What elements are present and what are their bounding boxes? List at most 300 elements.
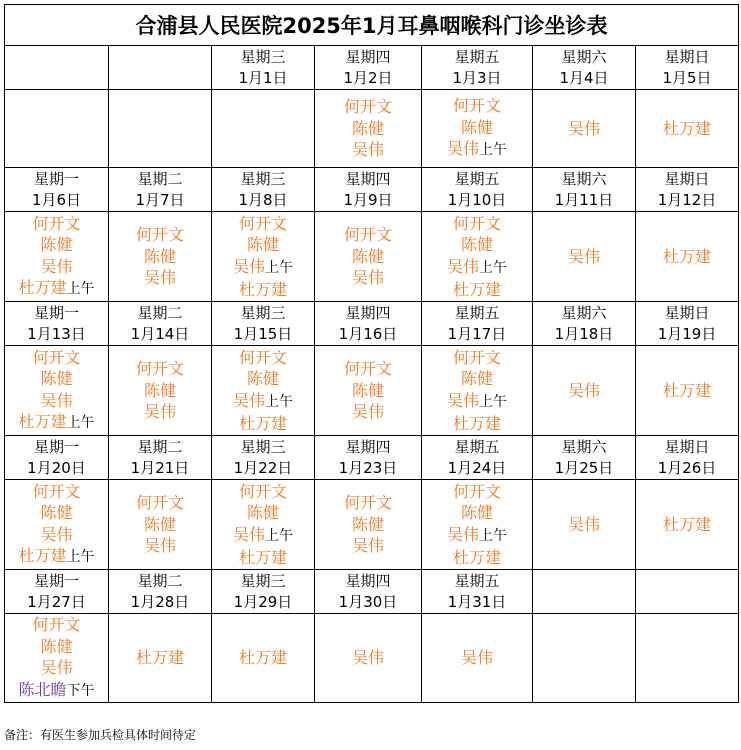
weekday-label: 星期日 (664, 169, 710, 188)
date-header-cell (636, 570, 739, 614)
doctor-cell (422, 346, 533, 436)
doctor-name: 吴伟 (567, 246, 600, 266)
weekday-label: 星期日 (664, 47, 710, 66)
doctor-entry (422, 547, 532, 569)
date-header-cell (109, 46, 212, 90)
doctor-name: 杜万建 (135, 648, 184, 668)
doctor-name: 陈健 (351, 380, 384, 400)
doctor-name: 杜万建 (663, 514, 712, 534)
doctor-name: 吴伟 (567, 380, 600, 400)
doctor-name: 陈健 (40, 503, 73, 522)
doctor-name: 杜万建 (663, 118, 712, 138)
doctor-name: 杜万建 (663, 246, 712, 266)
doctor-name: 吴伟 (446, 390, 479, 410)
doctor-entry (5, 234, 108, 256)
date-header-cell (5, 302, 109, 346)
date-header-cell (533, 570, 636, 614)
date-header-cell (422, 168, 533, 212)
doctor-name: 陈健 (143, 380, 176, 400)
doctor-name: 陈健 (246, 235, 279, 254)
doctor-entry (422, 234, 532, 256)
doctor-cell (315, 90, 422, 168)
doctor-entry (315, 358, 421, 380)
doctor-cell (5, 90, 109, 168)
session-note: 上午 (265, 259, 293, 276)
doctor-entry (636, 246, 738, 268)
weekday-label: 星期三 (240, 303, 286, 322)
doctor-name: 陈健 (40, 235, 73, 254)
doctor-cell (315, 480, 422, 570)
doctor-row (5, 212, 739, 302)
weekday-label: 星期六 (561, 303, 607, 322)
doctor-name: 吴伟 (40, 658, 73, 677)
doctor-entry (422, 368, 532, 390)
doctor-entry (315, 118, 421, 140)
weekday-label: 星期二 (137, 437, 183, 456)
doctor-entry (533, 118, 635, 140)
doctor-entry (212, 390, 314, 414)
date-header-cell (315, 168, 422, 212)
date-header-cell (5, 168, 109, 212)
doctor-entry (109, 401, 211, 423)
doctor-cell (533, 614, 636, 703)
doctor-entry (212, 481, 314, 503)
doctor-cell (5, 614, 109, 703)
doctor-entry (109, 358, 211, 380)
doctor-entry (533, 380, 635, 402)
doctor-entry (315, 139, 421, 161)
date-header-cell (636, 168, 739, 212)
doctor-name: 陈健 (460, 117, 493, 137)
doctor-name: 吴伟 (351, 268, 384, 288)
doctor-name: 吴伟 (143, 402, 176, 422)
doctor-entry (315, 246, 421, 268)
doctor-name: 吴伟 (143, 268, 176, 288)
date-header-cell (422, 46, 533, 90)
doctor-entry (315, 380, 421, 402)
doctor-cell (315, 614, 422, 703)
date-header-cell (422, 302, 533, 346)
doctor-name: 何开文 (343, 225, 392, 245)
doctor-entry (422, 256, 532, 280)
session-note: 上午 (479, 142, 507, 159)
doctor-name: 陈健 (460, 503, 493, 522)
doctor-entry (636, 514, 738, 536)
doctor-cell (109, 212, 212, 302)
doctor-name: 何开文 (343, 359, 392, 379)
doctor-name: 吴伟 (460, 648, 493, 668)
date-label: 1月3日 (452, 68, 502, 87)
weekday-label: 星期四 (345, 437, 391, 456)
doctor-entry (212, 647, 314, 669)
doctor-entry (315, 401, 421, 423)
doctor-cell (636, 614, 739, 703)
date-label: 1月29日 (233, 592, 293, 611)
doctor-entry (422, 647, 532, 669)
session-note: 上午 (66, 281, 95, 297)
date-label: 1月2日 (343, 68, 393, 87)
doctor-name: 何开文 (135, 359, 184, 379)
doctor-name: 吴伟 (143, 536, 176, 556)
date-header-cell (212, 436, 315, 480)
doctor-name: 陈健 (143, 514, 176, 534)
weekday-label: 星期四 (345, 169, 391, 188)
doctor-entry (212, 413, 314, 435)
doctor-cell (422, 480, 533, 570)
date-label: 1月6日 (31, 190, 82, 209)
doctor-cell (533, 480, 636, 570)
doctor-name: 吴伟 (567, 514, 600, 534)
weekday-label: 星期六 (561, 47, 607, 66)
doctor-entry (422, 213, 532, 235)
date-label: 1月22日 (233, 458, 293, 477)
doctor-name: 何开文 (238, 347, 287, 367)
doctor-cell (109, 614, 212, 703)
date-header-cell (533, 168, 636, 212)
doctor-name: 何开文 (32, 481, 81, 501)
doctor-cell (315, 212, 422, 302)
date-header-cell (636, 436, 739, 480)
date-label: 1月28日 (130, 592, 190, 611)
weekday-label: 星期五 (454, 169, 500, 188)
session-note: 上午 (479, 259, 507, 276)
doctor-entry (109, 535, 211, 557)
date-header-cell (315, 570, 422, 614)
doctor-name: 陈健 (246, 503, 279, 522)
doctor-entry (212, 547, 314, 569)
doctor-name: 何开文 (452, 96, 501, 116)
doctor-entry (315, 267, 421, 289)
date-label: 1月12日 (657, 190, 717, 209)
weekday-label: 星期五 (454, 571, 500, 590)
date-label: 1月14日 (130, 324, 190, 343)
date-header-cell (5, 436, 109, 480)
doctor-entry (212, 213, 314, 235)
date-header-cell (636, 302, 739, 346)
date-header-cell (422, 570, 533, 614)
weekday-label: 星期日 (664, 437, 710, 456)
doctor-name: 吴伟 (351, 140, 384, 160)
weekday-label: 星期二 (137, 303, 183, 322)
date-header-row (5, 46, 739, 90)
doctor-name: 陈健 (246, 369, 279, 388)
doctor-name: 陈健 (460, 235, 493, 254)
doctor-name: 杜万建 (238, 280, 287, 299)
date-header-row (5, 436, 739, 480)
doctor-name: 杜万建 (18, 278, 67, 297)
doctor-name: 何开文 (343, 493, 392, 513)
date-header-cell (5, 46, 109, 90)
doctor-cell (5, 212, 109, 302)
doctor-name: 杜万建 (452, 280, 501, 299)
doctor-name: 吴伟 (351, 648, 384, 668)
doctor-name: 何开文 (238, 481, 287, 501)
doctor-name: 杜万建 (452, 548, 501, 567)
doctor-cell (636, 480, 739, 570)
doctor-cell (5, 346, 109, 436)
date-label: 1月27日 (27, 592, 86, 611)
doctor-name: 陈健 (143, 246, 176, 266)
date-header-cell (315, 302, 422, 346)
doctor-cell (636, 90, 739, 168)
date-label: 1月13日 (27, 324, 86, 343)
doctor-entry (422, 95, 532, 117)
doctor-name: 何开文 (135, 493, 184, 513)
doctor-cell (533, 346, 636, 436)
doctor-name: 吴伟 (40, 256, 73, 276)
footnote: 备注：有医生参加兵检具体时间待定 (4, 728, 197, 742)
date-label: 1月17日 (447, 324, 507, 343)
doctor-entry (5, 481, 108, 503)
doctor-cell (315, 346, 422, 436)
doctor-name: 杜万建 (663, 380, 712, 400)
date-header-cell (315, 46, 422, 90)
date-header-cell (212, 570, 315, 614)
date-header-row (5, 302, 739, 346)
doctor-cell (636, 346, 739, 436)
doctor-name: 陈北瞻 (18, 679, 67, 699)
doctor-cell (109, 90, 212, 168)
date-header-cell (5, 570, 109, 614)
doctor-name: 吴伟 (446, 139, 479, 159)
doctor-name: 何开文 (32, 615, 81, 634)
date-header-cell (212, 46, 315, 90)
date-header-cell (636, 46, 739, 90)
date-header-cell (315, 436, 422, 480)
doctor-entry (212, 524, 314, 548)
doctor-row (5, 614, 739, 703)
date-label: 1月31日 (447, 592, 507, 611)
doctor-cell (212, 346, 315, 436)
doctor-entry (422, 524, 532, 548)
doctor-cell (212, 90, 315, 168)
doctor-name: 吴伟 (567, 118, 600, 138)
doctor-name: 何开文 (452, 481, 501, 501)
date-label: 1月25日 (554, 458, 614, 477)
doctor-entry (636, 118, 738, 140)
doctor-cell (422, 614, 533, 703)
doctor-row (5, 480, 739, 570)
date-header-cell (109, 168, 212, 212)
doctor-entry (5, 411, 108, 435)
weekday-label: 星期三 (240, 169, 286, 188)
doctor-name: 吴伟 (40, 524, 73, 544)
doctor-cell (422, 90, 533, 168)
doctor-entry (212, 502, 314, 524)
doctor-name: 吴伟 (446, 524, 479, 544)
date-header-cell (109, 436, 212, 480)
session-note: 上午 (265, 527, 293, 544)
doctor-entry (422, 279, 532, 301)
doctor-entry (422, 481, 532, 503)
doctor-entry (5, 636, 108, 658)
doctor-name: 吴伟 (232, 524, 265, 544)
date-label: 1月19日 (657, 324, 717, 343)
date-label: 1月18日 (554, 324, 614, 343)
date-header-cell (533, 46, 636, 90)
weekday-label: 星期五 (454, 47, 500, 66)
schedule-title: 合浦县人民医院2025年1月耳鼻咽喉科门诊坐诊表 (5, 5, 739, 46)
doctor-name: 杜万建 (238, 548, 287, 567)
date-header-cell (422, 436, 533, 480)
doctor-entry (422, 390, 532, 414)
doctor-name: 吴伟 (446, 256, 479, 276)
doctor-entry (5, 679, 108, 703)
weekday-label: 星期三 (240, 47, 286, 66)
doctor-entry (109, 224, 211, 246)
doctor-name: 何开文 (343, 97, 392, 117)
doctor-entry (315, 647, 421, 669)
schedule-sheet (4, 4, 738, 703)
date-label: 1月11日 (554, 190, 614, 209)
date-label: 1月1日 (238, 68, 288, 87)
doctor-name: 陈健 (351, 246, 384, 266)
weekday-label: 星期五 (454, 303, 500, 322)
weekday-label: 星期三 (240, 437, 286, 456)
date-label: 1月24日 (447, 458, 507, 477)
doctor-entry (109, 267, 211, 289)
doctor-cell (5, 480, 109, 570)
doctor-cell (533, 212, 636, 302)
doctor-entry (533, 514, 635, 536)
doctor-entry (5, 390, 108, 412)
doctor-entry (5, 347, 108, 369)
doctor-cell (212, 614, 315, 703)
weekday-label: 星期日 (664, 303, 710, 322)
doctor-entry (422, 413, 532, 435)
doctor-name: 何开文 (32, 347, 81, 367)
doctor-name: 何开文 (135, 225, 184, 245)
date-header-cell (212, 168, 315, 212)
doctor-entry (109, 647, 211, 669)
session-note: 上午 (66, 549, 95, 565)
doctor-entry (636, 380, 738, 402)
doctor-name: 陈健 (351, 514, 384, 534)
session-note: 下午 (66, 682, 95, 699)
date-header-cell (533, 302, 636, 346)
date-label: 1月9日 (343, 190, 393, 209)
doctor-name: 陈健 (40, 369, 73, 388)
weekday-label: 星期六 (561, 169, 607, 188)
doctor-entry (212, 256, 314, 280)
doctor-entry (5, 614, 108, 636)
doctor-name: 吴伟 (40, 390, 73, 410)
date-header-cell (533, 436, 636, 480)
doctor-row (5, 346, 739, 436)
doctor-name: 杜万建 (18, 412, 67, 431)
doctor-name: 杜万建 (238, 648, 287, 668)
doctor-entry (212, 347, 314, 369)
doctor-entry (422, 117, 532, 139)
doctor-name: 杜万建 (452, 414, 501, 433)
date-label: 1月8日 (238, 190, 288, 209)
date-label: 1月10日 (447, 190, 507, 209)
doctor-entry (5, 277, 108, 301)
doctor-cell (109, 346, 212, 436)
weekday-label: 星期四 (345, 303, 391, 322)
doctor-entry (5, 657, 108, 679)
schedule-table (4, 4, 739, 703)
doctor-cell (636, 212, 739, 302)
doctor-name: 杜万建 (18, 546, 67, 565)
doctor-entry (422, 502, 532, 524)
session-note: 上午 (479, 527, 507, 544)
date-label: 1月16日 (338, 324, 398, 343)
weekday-label: 星期一 (33, 437, 79, 456)
doctor-entry (315, 492, 421, 514)
doctor-entry (212, 234, 314, 256)
doctor-entry (212, 368, 314, 390)
doctor-entry (422, 347, 532, 369)
doctor-name: 吴伟 (351, 536, 384, 556)
session-note: 上午 (479, 393, 507, 410)
doctor-name: 何开文 (32, 213, 81, 233)
session-note: 上午 (66, 415, 95, 431)
doctor-entry (5, 524, 108, 546)
doctor-name: 陈健 (460, 369, 493, 388)
weekday-label: 星期四 (345, 571, 391, 590)
session-note: 上午 (265, 393, 293, 410)
date-header-row (5, 570, 739, 614)
doctor-entry (109, 246, 211, 268)
weekday-label: 星期四 (345, 47, 391, 66)
date-label: 1月20日 (27, 458, 86, 477)
date-label: 1月4日 (559, 68, 609, 87)
doctor-entry (5, 502, 108, 524)
doctor-entry (109, 380, 211, 402)
doctor-cell (422, 212, 533, 302)
doctor-name: 何开文 (452, 347, 501, 367)
doctor-name: 吴伟 (232, 390, 265, 410)
doctor-entry (109, 514, 211, 536)
date-label: 1月5日 (662, 68, 712, 87)
weekday-label: 星期一 (33, 571, 79, 590)
weekday-label: 星期一 (33, 303, 79, 322)
doctor-name: 陈健 (40, 636, 73, 656)
doctor-name: 何开文 (452, 213, 501, 233)
doctor-row (5, 90, 739, 168)
doctor-entry (315, 535, 421, 557)
weekday-label: 星期六 (561, 437, 607, 456)
date-header-cell (109, 570, 212, 614)
weekday-label: 星期二 (137, 571, 183, 590)
weekday-label: 星期三 (240, 571, 286, 590)
weekday-label: 星期五 (454, 437, 500, 456)
date-header-cell (212, 302, 315, 346)
doctor-entry (315, 514, 421, 536)
date-label: 1月30日 (338, 592, 398, 611)
date-label: 1月15日 (233, 324, 293, 343)
doctor-cell (533, 90, 636, 168)
doctor-cell (109, 480, 212, 570)
doctor-entry (109, 492, 211, 514)
doctor-name: 何开文 (238, 213, 287, 233)
date-label: 1月7日 (135, 190, 185, 209)
date-header-cell (109, 302, 212, 346)
doctor-name: 陈健 (351, 118, 384, 138)
doctor-cell (212, 212, 315, 302)
weekday-label: 星期二 (137, 169, 183, 188)
doctor-entry (5, 256, 108, 278)
date-label: 1月23日 (338, 458, 398, 477)
date-label: 1月21日 (130, 458, 190, 477)
doctor-entry (5, 213, 108, 235)
doctor-entry (315, 96, 421, 118)
weekday-label: 星期一 (33, 169, 79, 188)
doctor-entry (315, 224, 421, 246)
doctor-entry (533, 246, 635, 268)
doctor-entry (212, 279, 314, 301)
